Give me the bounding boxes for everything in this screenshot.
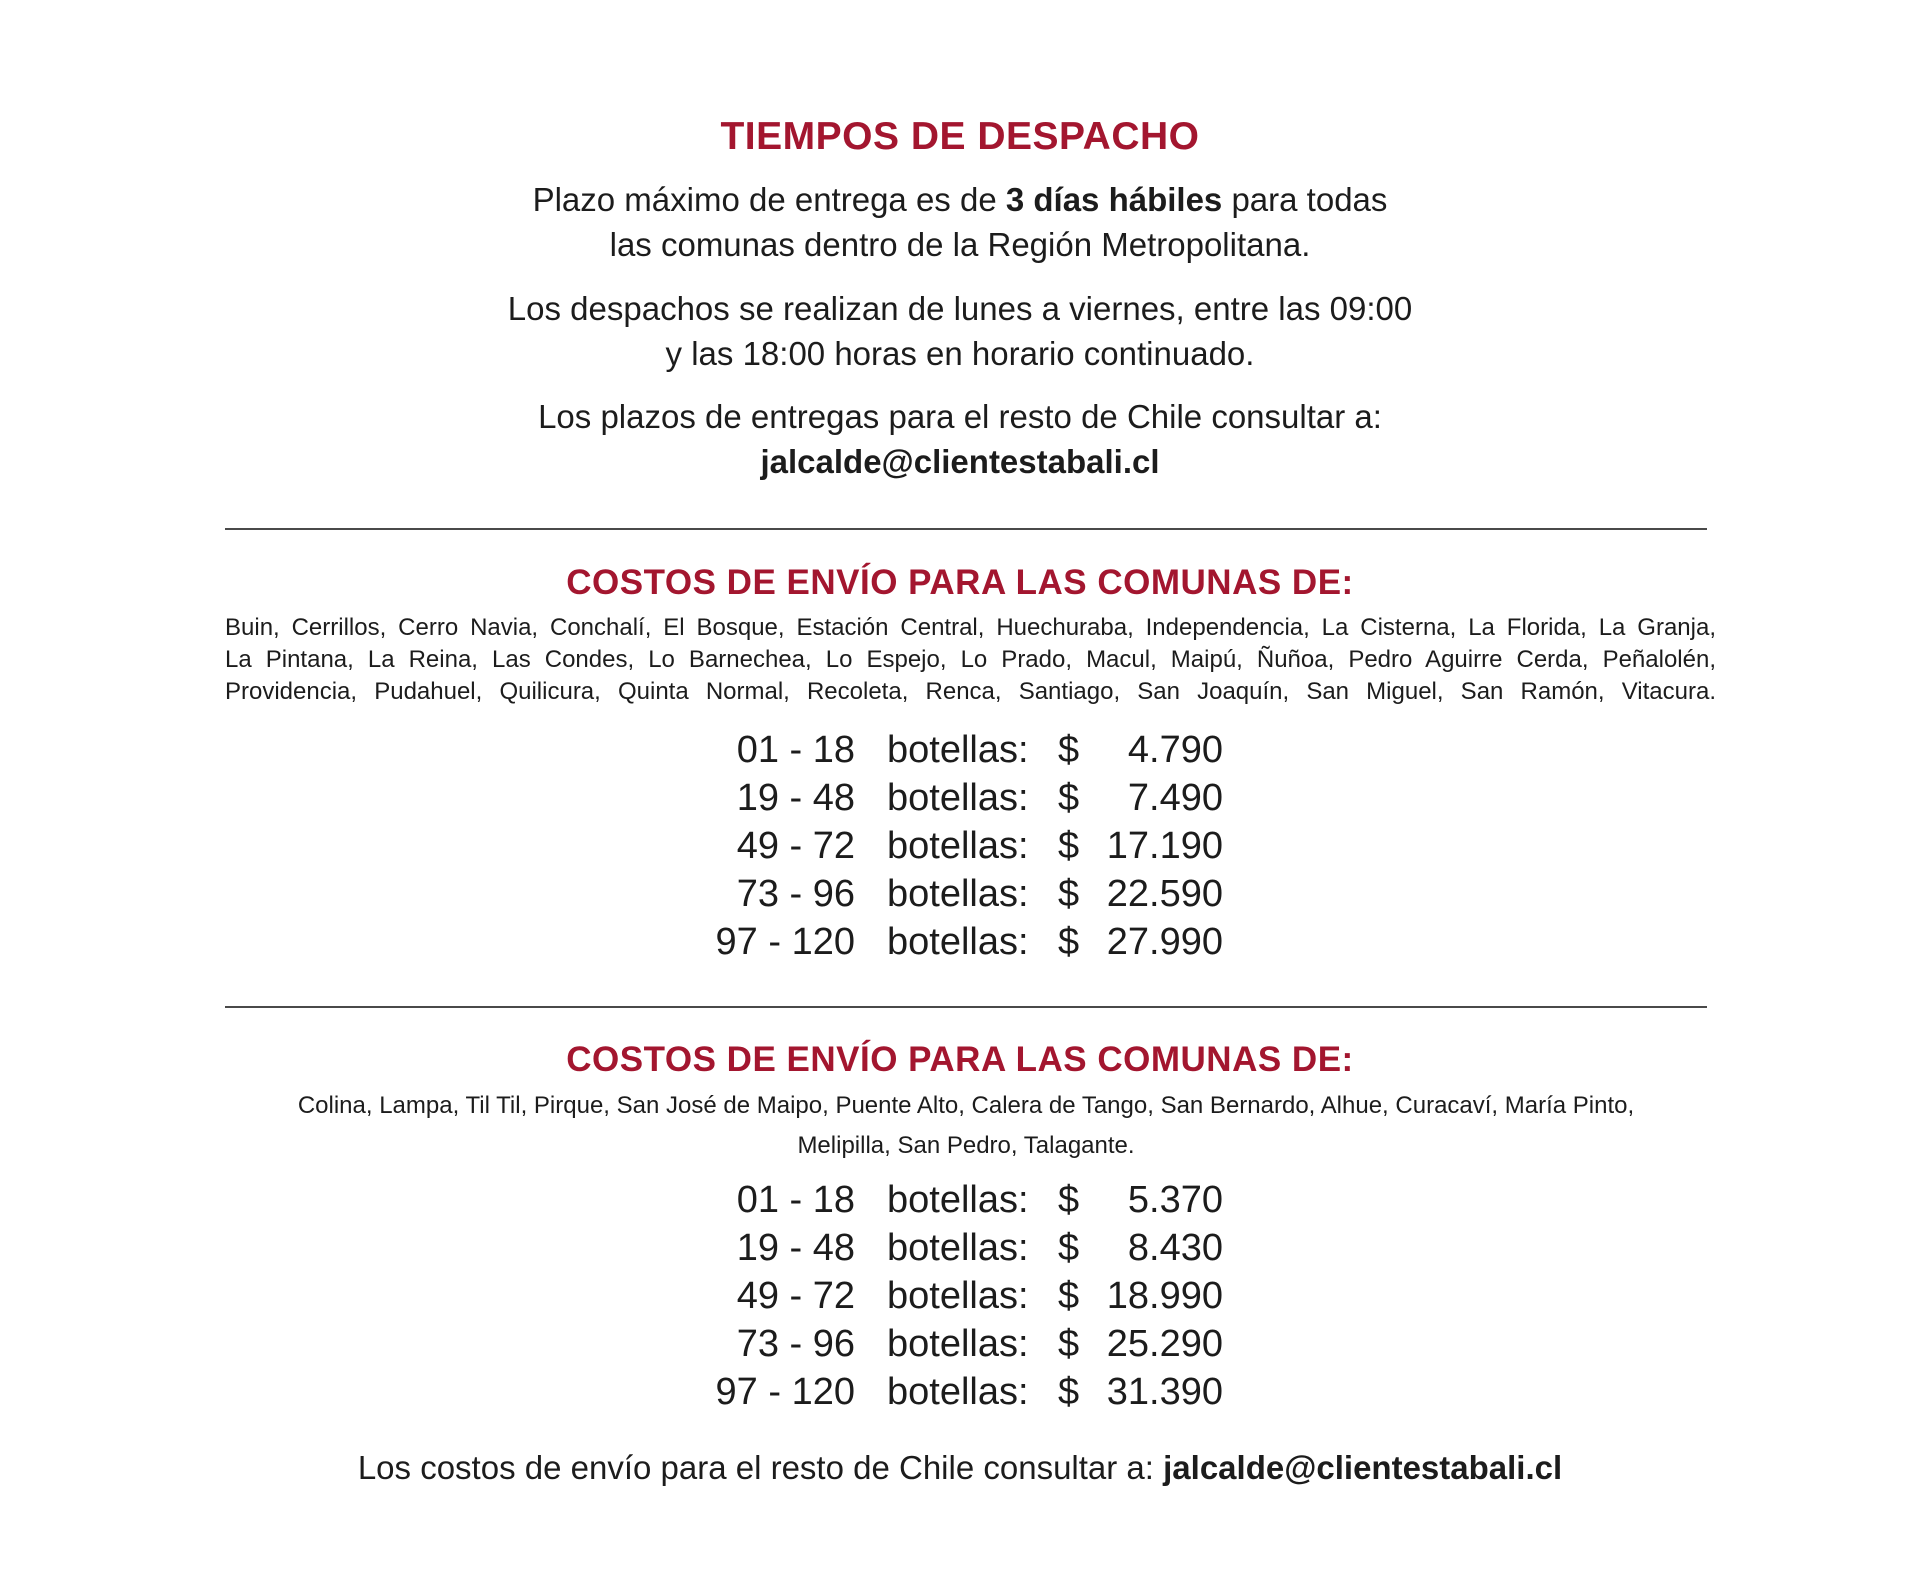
zone2-communes-line: Melipilla, San Pedro, Talagante.: [797, 1132, 1135, 1159]
section-divider: [225, 1006, 1707, 1008]
max-delivery-line-2: las comunas dentro de la Región Metropolitana.: [609, 226, 1311, 263]
bottle-unit: botellas:: [887, 1371, 1029, 1413]
bottle-range: 19 - 48: [736, 1227, 855, 1269]
zone2-costs-title: COSTOS DE ENVÍO PARA LAS COMUNAS DE:: [566, 1040, 1354, 1079]
shipping-price: 5.370: [1127, 1179, 1223, 1221]
currency-symbol: $: [1058, 1179, 1080, 1221]
rest-of-chile-paragraph: [0, 394, 1920, 484]
shipping-price: 18.990: [1106, 1275, 1223, 1317]
shipping-price: 25.290: [1106, 1323, 1223, 1365]
shipping-price: 7.490: [1127, 777, 1223, 819]
rate-row: [0, 1176, 1920, 1224]
footer-email-link[interactable]: jalcalde@clientestabali.cl: [1163, 1449, 1563, 1486]
bottle-range: 97 - 120: [715, 921, 855, 963]
bottle-range: 01 - 18: [736, 1179, 855, 1221]
zone2-rates-table: [0, 1176, 1920, 1416]
shipping-price: 27.990: [1106, 921, 1223, 963]
currency-symbol: $: [1058, 921, 1080, 963]
rate-row: [0, 1272, 1920, 1320]
max-delivery-days: 3 días hábiles: [1005, 181, 1223, 218]
rate-row: [0, 822, 1920, 870]
rate-row: [0, 1368, 1920, 1416]
bottle-range: 73 - 96: [736, 873, 855, 915]
bottle-unit: botellas:: [887, 1275, 1029, 1317]
shipping-price: 8.430: [1127, 1227, 1223, 1269]
bottle-unit: botellas:: [887, 873, 1029, 915]
zone2-communes-list: [225, 1086, 1707, 1166]
rate-row: [0, 1224, 1920, 1272]
rate-row: [0, 918, 1920, 966]
bottle-range: 49 - 72: [736, 1275, 855, 1317]
delivery-times-title: TIEMPOS DE DESPACHO: [720, 115, 1200, 158]
max-delivery-line-1: [0, 177, 1920, 222]
bottle-unit: botellas:: [887, 1179, 1029, 1221]
rate-row: [0, 726, 1920, 774]
max-delivery-text-before: Plazo máximo de entrega es de: [532, 181, 1006, 218]
bottle-unit: botellas:: [887, 1323, 1029, 1365]
zone1-costs-title: COSTOS DE ENVÍO PARA LAS COMUNAS DE:: [566, 563, 1354, 602]
bottle-range: 19 - 48: [736, 777, 855, 819]
schedule-paragraph: [0, 286, 1920, 376]
zone2-communes-line: Colina, Lampa, Til Til, Pirque, San José de Maipo, Puente Alto, Calera de Tango, San Bernardo, Alhue, Curacaví, María Pinto,: [297, 1092, 1635, 1119]
footer-contact: [0, 1449, 1920, 1487]
currency-symbol: $: [1058, 825, 1080, 867]
zone1-communes-line: La Pintana, La Reina, Las Condes, Lo Barnechea, Lo Espejo, Lo Prado, Macul, Maipú, Ñuñoa, Pedro Aguirre Cerda, Peñalolén,: [225, 646, 1716, 673]
max-delivery-text-after: para todas: [1222, 181, 1388, 218]
bottle-unit: botellas:: [887, 1227, 1029, 1269]
shipping-price: 17.190: [1106, 825, 1223, 867]
zone1-communes-line: Buin, Cerrillos, Cerro Navia, Conchalí, El Bosque, Estación Central, Huechuraba, Independencia, La Cisterna, La Florida, La Granja,: [225, 614, 1716, 641]
currency-symbol: $: [1058, 1227, 1080, 1269]
section-divider: [225, 528, 1707, 530]
shipping-price: 22.590: [1106, 873, 1223, 915]
currency-symbol: $: [1058, 1323, 1080, 1365]
footer-text: Los costos de envío para el resto de Chile consultar a:: [357, 1449, 1164, 1486]
rate-row: [0, 870, 1920, 918]
bottle-unit: botellas:: [887, 729, 1029, 771]
bottle-range: 49 - 72: [736, 825, 855, 867]
schedule-line-1: Los despachos se realizan de lunes a viernes, entre las 09:00: [507, 290, 1413, 327]
currency-symbol: $: [1058, 1275, 1080, 1317]
currency-symbol: $: [1058, 873, 1080, 915]
bottle-range: 01 - 18: [736, 729, 855, 771]
rate-row: [0, 1320, 1920, 1368]
bottle-unit: botellas:: [887, 825, 1029, 867]
bottle-unit: botellas:: [887, 921, 1029, 963]
bottle-range: 73 - 96: [736, 1323, 855, 1365]
schedule-line-2: y las 18:00 horas en horario continuado.: [665, 335, 1255, 372]
zone1-rates-table: [0, 726, 1920, 966]
shipping-price: 31.390: [1106, 1371, 1223, 1413]
shipping-price: 4.790: [1127, 729, 1223, 771]
rate-row: [0, 774, 1920, 822]
zone1-communes-list: [225, 612, 1716, 708]
currency-symbol: $: [1058, 729, 1080, 771]
zone1-communes-line: Providencia, Pudahuel, Quilicura, Quinta Normal, Recoleta, Renca, Santiago, San Joaquín, San Miguel, San Ramón, Vitacura.: [225, 678, 1716, 705]
max-delivery-paragraph: [0, 177, 1920, 267]
contact-email-link[interactable]: jalcalde@clientestabali.cl: [760, 443, 1160, 480]
bottle-unit: botellas:: [887, 777, 1029, 819]
bottle-range: 97 - 120: [715, 1371, 855, 1413]
rest-of-chile-line: Los plazos de entregas para el resto de Chile consultar a:: [538, 398, 1382, 435]
currency-symbol: $: [1058, 777, 1080, 819]
currency-symbol: $: [1058, 1371, 1080, 1413]
